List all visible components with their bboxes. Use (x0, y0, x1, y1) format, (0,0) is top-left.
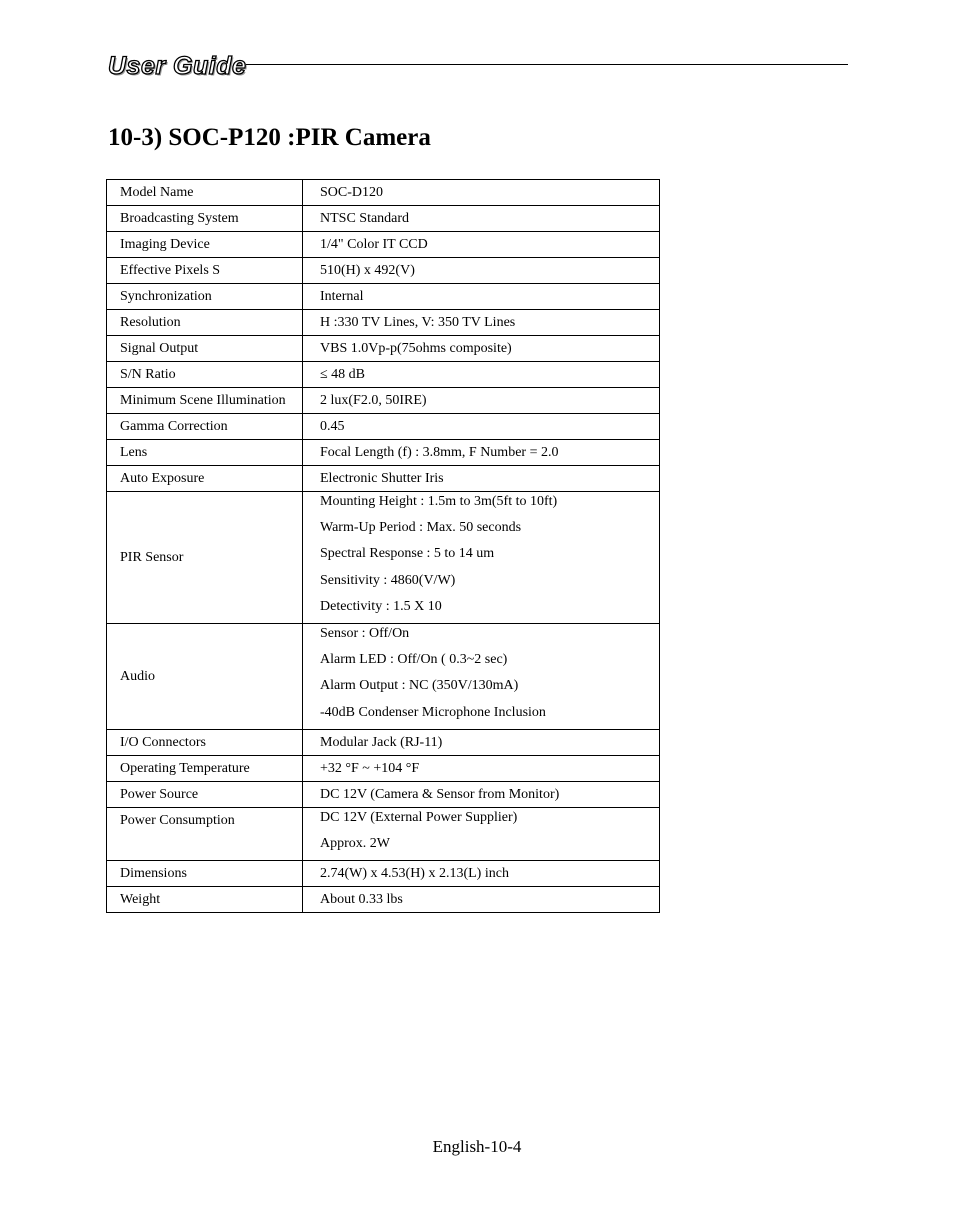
spec-row (107, 861, 660, 887)
spec-value-line: Spectral Response : 5 to 14 um (320, 546, 495, 562)
spec-row (107, 887, 660, 913)
spec-row (107, 466, 660, 492)
spec-row (107, 729, 660, 755)
spec-row (107, 388, 660, 414)
spec-value-line: Alarm LED : Off/On ( 0.3~2 sec) (320, 652, 508, 668)
spec-row (107, 781, 660, 807)
spec-label: Power Source (107, 781, 303, 807)
spec-value-cell: Focal Length (f) : 3.8mm, F Number = 2.0 (303, 440, 660, 466)
spec-value-cell: Internal (303, 284, 660, 310)
spec-label: Auto Exposure (107, 466, 303, 492)
page-header (108, 48, 848, 82)
spec-label: Weight (107, 887, 303, 913)
header-rule (246, 64, 848, 65)
spec-value-cell: 2.74(W) x 4.53(H) x 2.13(L) inch (303, 861, 660, 887)
spec-value-cell: 1/4" Color IT CCD (303, 232, 660, 258)
spec-value-cell: NTSC Standard (303, 206, 660, 232)
spec-label: Broadcasting System (107, 206, 303, 232)
spec-row (107, 362, 660, 388)
spec-row (107, 755, 660, 781)
spec-value-cell (303, 623, 660, 729)
spec-value-cell: 0.45 (303, 414, 660, 440)
spec-value-line: Sensitivity : 4860(V/W) (320, 572, 456, 588)
spec-value-cell (303, 807, 660, 860)
spec-value-line: Warm-Up Period : Max. 50 seconds (320, 520, 522, 536)
spec-label: Minimum Scene Illumination (107, 388, 303, 414)
spec-value-line: Mounting Height : 1.5m to 3m(5ft to 10ft) (320, 494, 558, 509)
spec-row (107, 206, 660, 232)
spec-value-line: Sensor : Off/On (320, 625, 410, 641)
spec-table-body (107, 180, 660, 913)
spec-value-cell: SOC-D120 (303, 180, 660, 206)
spec-row (107, 180, 660, 206)
spec-label: Operating Temperature (107, 755, 303, 781)
spec-value-line: Alarm Output : NC (350V/130mA) (320, 678, 519, 694)
user-guide-logo: User Guide (108, 52, 247, 80)
spec-value-cell: 510(H) x 492(V) (303, 258, 660, 284)
spec-value-line: DC 12V (External Power Supplier) (320, 809, 518, 825)
spec-value-cell: About 0.33 lbs (303, 887, 660, 913)
spec-row (107, 232, 660, 258)
page-title: 10-3) SOC-P120 :PIR Camera (108, 124, 431, 151)
spec-row (107, 807, 660, 860)
spec-row (107, 492, 660, 624)
page-number: English-10-4 (432, 1137, 522, 1156)
spec-row (107, 284, 660, 310)
spec-label: Dimensions (107, 861, 303, 887)
spec-row (107, 336, 660, 362)
spec-row (107, 623, 660, 729)
spec-label: S/N Ratio (107, 362, 303, 388)
spec-row (107, 258, 660, 284)
spec-row (107, 414, 660, 440)
spec-table (106, 179, 660, 913)
spec-label: Signal Output (107, 336, 303, 362)
spec-label: Audio (107, 623, 303, 729)
spec-label: Gamma Correction (107, 414, 303, 440)
spec-label: Power Consumption (107, 807, 303, 860)
spec-value-cell (303, 492, 660, 624)
spec-label: Lens (107, 440, 303, 466)
spec-value-line: Approx. 2W (320, 835, 390, 851)
spec-value-cell: H :330 TV Lines, V: 350 TV Lines (303, 310, 660, 336)
spec-label: Synchronization (107, 284, 303, 310)
spec-row (107, 440, 660, 466)
spec-value-cell: Modular Jack (RJ-11) (303, 729, 660, 755)
spec-value-line: Detectivity : 1.5 X 10 (320, 598, 442, 614)
spec-label: I/O Connectors (107, 729, 303, 755)
spec-value-cell: 2 lux(F2.0, 50IRE) (303, 388, 660, 414)
spec-value-cell: +32 °F ~ +104 °F (303, 755, 660, 781)
spec-value-line: -40dB Condenser Microphone Inclusion (320, 704, 546, 720)
spec-label: Effective Pixels S (107, 258, 303, 284)
spec-value-cell: VBS 1.0Vp-p(75ohms composite) (303, 336, 660, 362)
spec-label: PIR Sensor (107, 492, 303, 624)
spec-value-cell: ≤ 48 dB (303, 362, 660, 388)
spec-row (107, 310, 660, 336)
spec-value-cell: Electronic Shutter Iris (303, 466, 660, 492)
spec-label: Resolution (107, 310, 303, 336)
spec-label: Model Name (107, 180, 303, 206)
spec-label: Imaging Device (107, 232, 303, 258)
spec-value-cell: DC 12V (Camera & Sensor from Monitor) (303, 781, 660, 807)
